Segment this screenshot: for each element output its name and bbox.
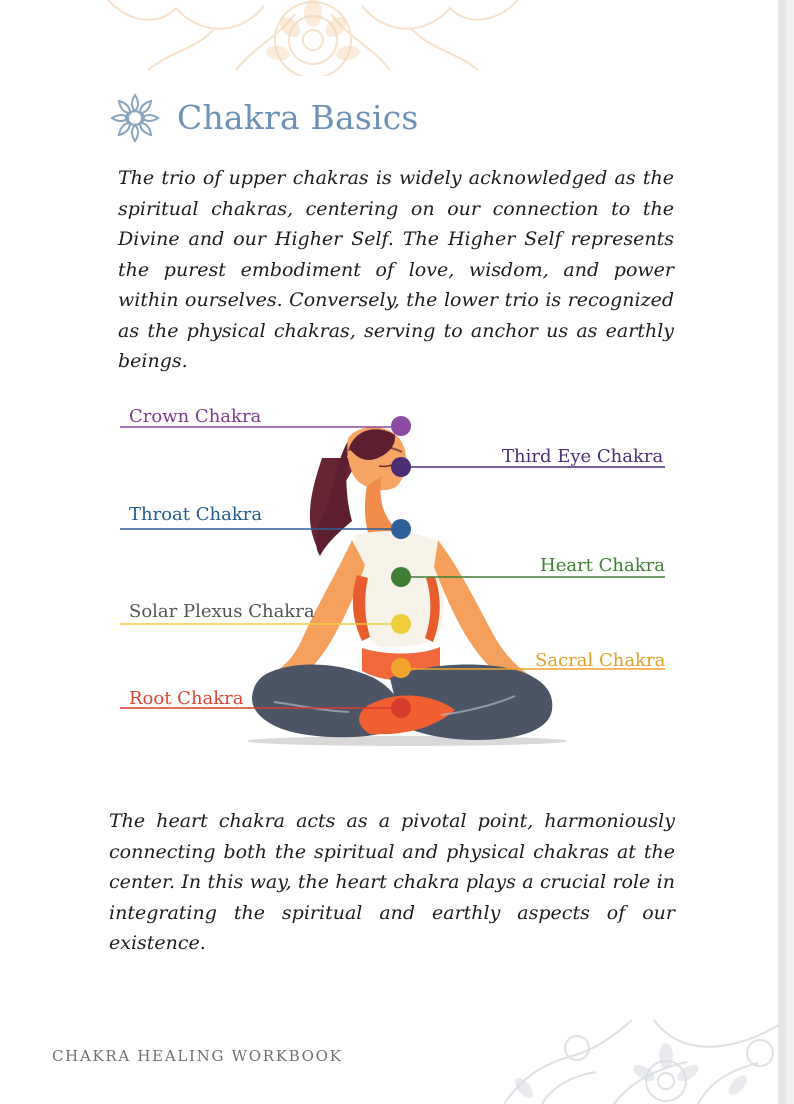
mandala-border-icon: [88, 0, 538, 76]
solar-plexus-chakra-label: Solar Plexus Chakra: [129, 601, 315, 622]
throat-chakra-dot: [391, 519, 411, 539]
sacral-chakra-label: Sacral Chakra: [535, 650, 666, 671]
chakra-diagram: [120, 390, 680, 760]
root-chakra-dot: [391, 698, 411, 718]
mandala-watermark-icon: [494, 1020, 786, 1104]
closing-paragraph: The heart chakra acts as a pivotal point, harmoniously connecting both the spiritual and physical chakras at the center. In this way, the heart chakra plays a crucial role in integrating the spiritual and earthly aspects of our existence.: [109, 810, 675, 954]
heart-chakra-dot: [391, 567, 411, 587]
solar-plexus-chakra-dot: [391, 614, 411, 634]
intro-paragraph: The trio of upper chakras is widely acknowledged as the spiritual chakras, centering on our connection to the Divine and our Higher Self. The Higher Self represents the purest embodiment of love, wisdom, and power within ourselves. Conversely, the lower trio is recognized as the physical chakras, serving to anchor us as earthly beings.: [118, 167, 674, 372]
figure-shadow: [247, 736, 567, 746]
crown-chakra-dot: [391, 416, 411, 436]
lotus-mandala-icon: [108, 91, 162, 145]
throat-chakra-label: Throat Chakra: [129, 504, 263, 525]
page-edge: [778, 0, 786, 1104]
root-chakra-label: Root Chakra: [129, 688, 244, 709]
page-title: Chakra Basics: [177, 98, 419, 137]
heart-chakra-label: Heart Chakra: [540, 555, 665, 576]
crown-chakra-label: Crown Chakra: [129, 406, 262, 427]
third-eye-chakra-dot: [391, 457, 411, 477]
sacral-chakra-dot: [391, 658, 411, 678]
workbook-footer: CHAKRA HEALING WORKBOOK: [52, 1047, 343, 1065]
third-eye-chakra-label: Third Eye Chakra: [502, 446, 664, 467]
